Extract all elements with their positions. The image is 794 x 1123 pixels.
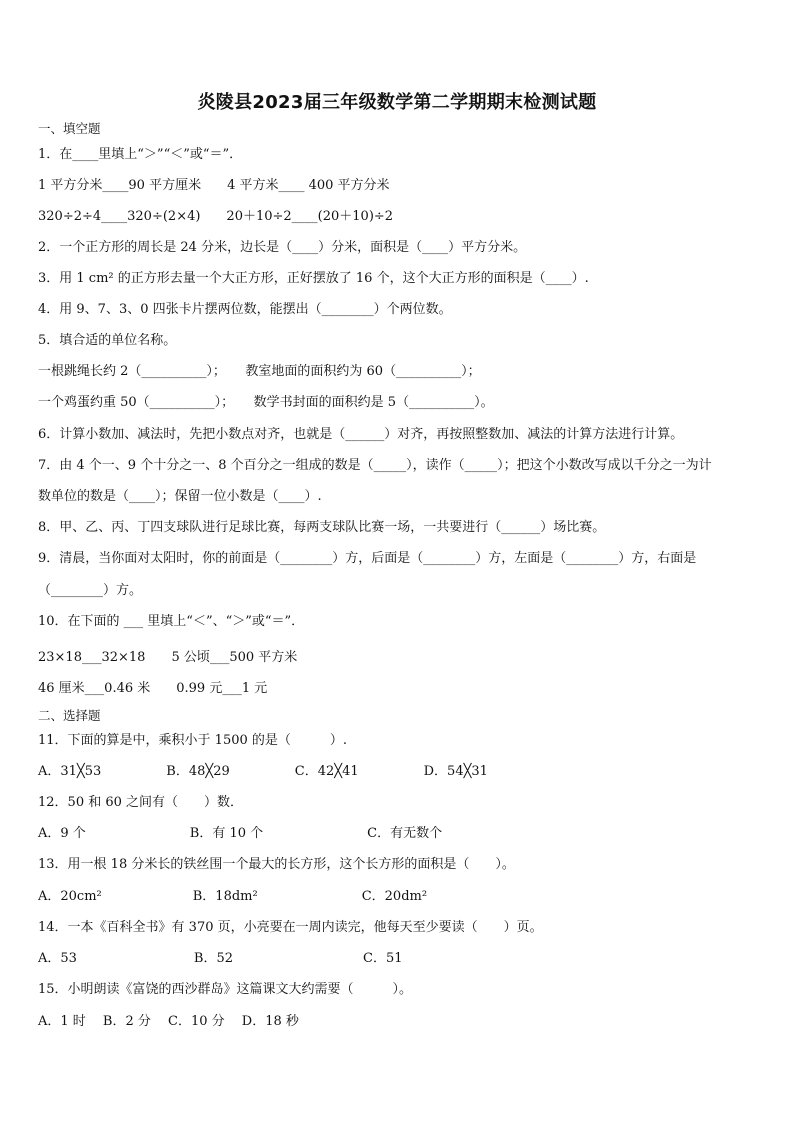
- section-heading-fill: 一、填空题: [38, 121, 101, 136]
- option-line: A．9 个 B．有 10 个 C．有无数个: [38, 826, 443, 841]
- question-line: 9．清晨，当你面对太阳时，你的前面是（________）方，后面是（________）方，左面是（________）方，右面是: [38, 551, 697, 566]
- question-line: 46 厘米___0.46 米 0.99 元___1 元: [38, 681, 268, 696]
- question-line: 数单位的数是（____）；保留一位小数是（____）.: [38, 489, 322, 504]
- question-line: 13．用一根 18 分米长的铁丝围一个最大的长方形，这个长方形的面积是（ ）。: [38, 857, 515, 872]
- question-line: 8．甲、乙、丙、丁四支球队进行足球比赛，每两支球队比赛一场，一共要进行（______）场比赛。: [38, 520, 606, 535]
- question-line: 1．在____里填上“＞”“＜”或“＝”．: [38, 147, 243, 162]
- question-line: 14．一本《百科全书》有 370 页，小亮要在一周内读完，他每天至少要读（ ）页。: [38, 920, 543, 935]
- option-line: A．31╳53 B．48╳29 C．42╳41 D．54╳31: [38, 764, 488, 779]
- question-line: 320÷2÷4____320÷(2×4) 20＋10÷2____(20＋10)÷2: [38, 209, 394, 224]
- question-line: 一根跳绳长约 2（__________）； 教室地面的面积约为 60（__________）；: [38, 364, 481, 379]
- option-line: A．20cm² B．18dm² C．20dm²: [38, 889, 428, 904]
- question-line: 10．在下面的 ___ 里填上“＜”、“＞”或“＝”．: [38, 614, 305, 629]
- question-line: 23×18___32×18 5 公顷___500 平方米: [38, 650, 298, 665]
- question-line: 2．一个正方形的周长是 24 分米，边长是（____）分米，面积是（____）平方分米。: [38, 240, 527, 255]
- option-line: A．1 时 B．2 分 C．10 分 D．18 秒: [38, 1014, 299, 1029]
- question-line: 15．小明朗读《富饶的西沙群岛》这篇课文大约需要（ ）。: [38, 982, 413, 997]
- question-line: 11．下面的算是中，乘积小于 1500 的是（ ）.: [38, 733, 348, 748]
- question-line: 4．用 9、7、3、0 四张卡片摆两位数，能摆出（________）个两位数。: [38, 302, 452, 317]
- question-line: 12．50 和 60 之间有（ ）数．: [38, 795, 244, 810]
- question-line: 一个鸡蛋约重 50（__________）； 数学书封面的面积约是 5（__________）。: [38, 395, 494, 410]
- question-line: 5．填合适的单位名称。: [38, 333, 177, 348]
- section-heading-choice: 二、选择题: [38, 708, 101, 723]
- question-line: 3．用 1 cm² 的正方形去量一个大正方形，正好摆放了 16 个，这个大正方形的面积是（____）.: [38, 271, 589, 286]
- question-line: 6．计算小数加、减法时，先把小数点对齐，也就是（______）对齐，再按照整数加、减法的计算方法进行计算。: [38, 427, 684, 442]
- question-line: （________）方。: [38, 583, 143, 598]
- page-title: 炎陵县2023届三年级数学第二学期期末检测试题: [197, 92, 597, 113]
- option-line: A．53 B．52 C．51: [38, 951, 403, 966]
- question-line: 7．由 4 个一、9 个十分之一、8 个百分之一组成的数是（_____），读作（_____）；把这个小数改写成以千分之一为计: [38, 458, 712, 473]
- question-line: 1 平方分米____90 平方厘米 4 平方米____ 400 平方分米: [38, 178, 390, 193]
